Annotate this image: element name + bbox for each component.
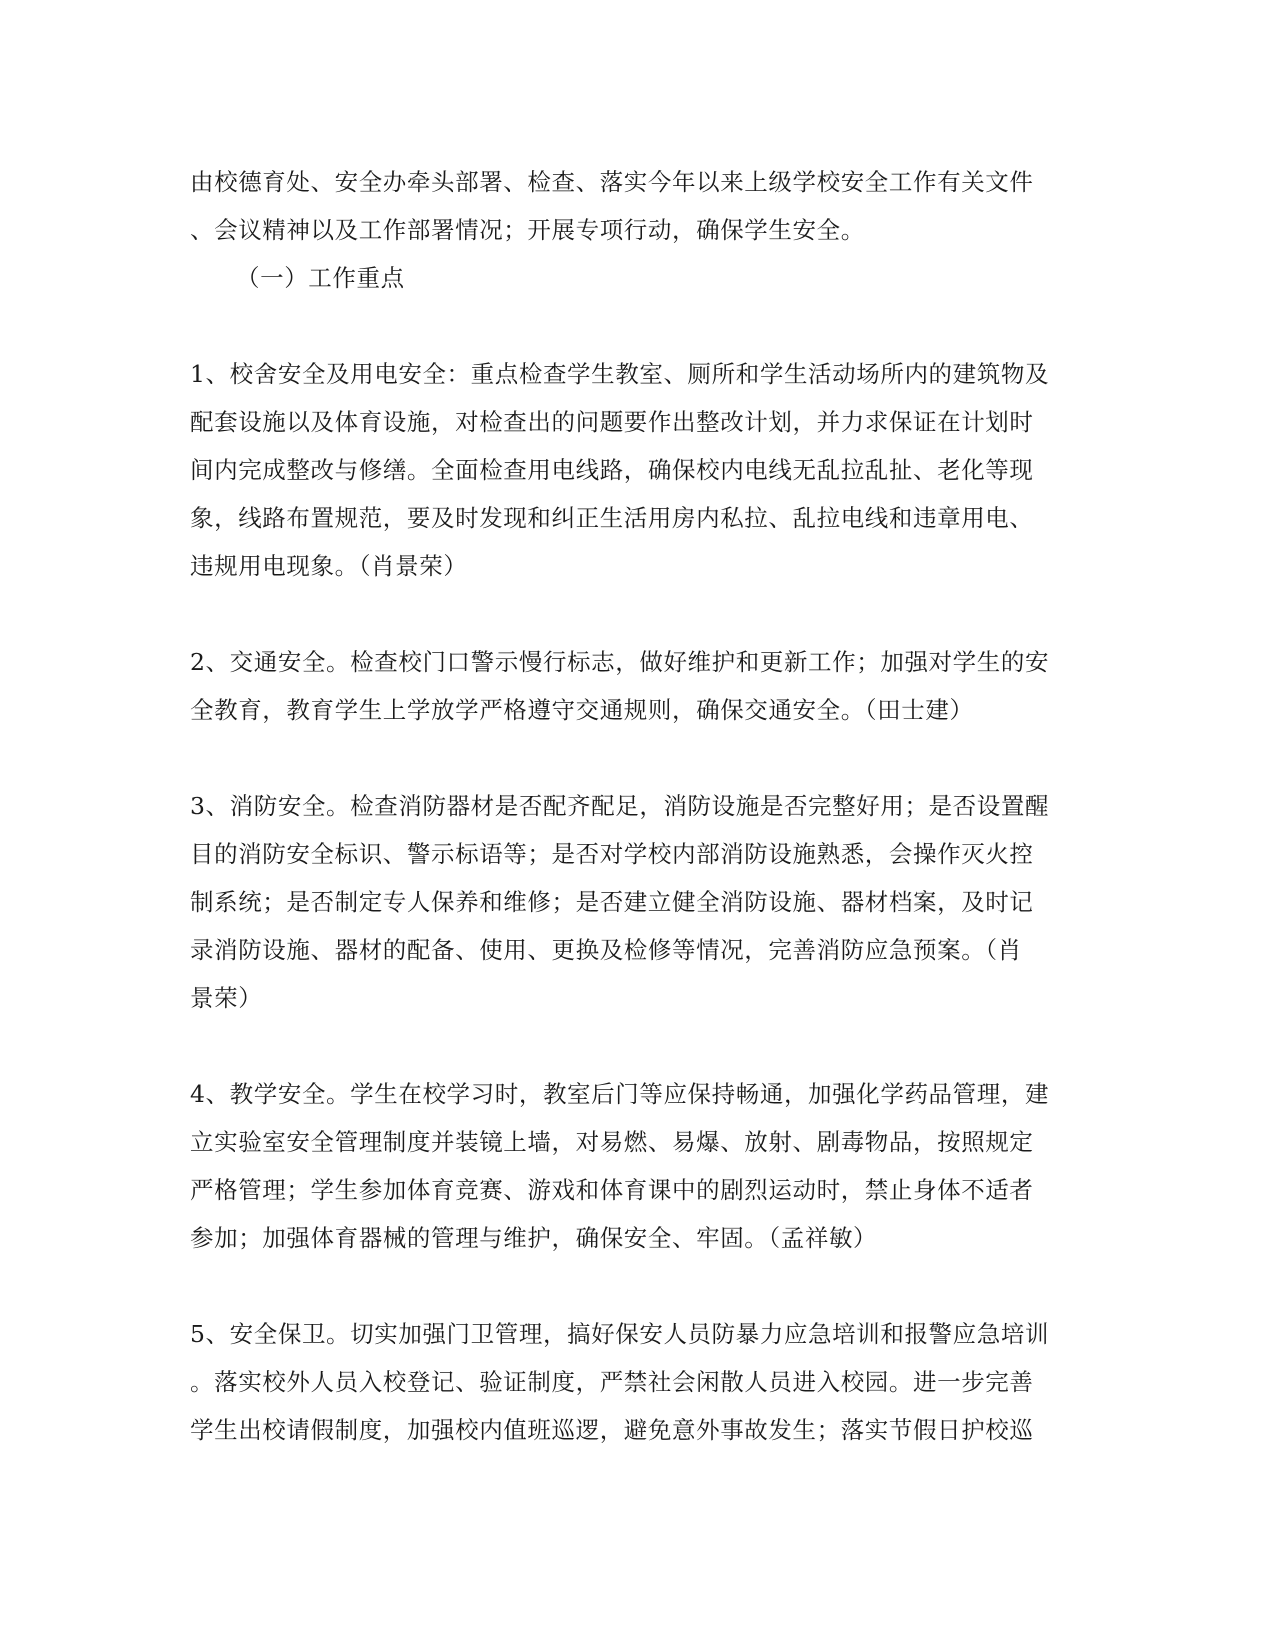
item-line: 制系统；是否制定专人保养和维修；是否建立健全消防设施、器材档案，及时记 (190, 888, 1034, 916)
item-paragraph-5 (190, 1310, 1090, 1454)
item-line: 象，线路布置规范，要及时发现和纠正生活用房内私拉、乱拉电线和违章用电、 (190, 504, 1034, 532)
intro-line: 、会议精神以及工作部署情况；开展专项行动，确保学生安全。 (190, 216, 865, 244)
item-paragraph-2 (190, 638, 1090, 734)
item-paragraph-4 (190, 1070, 1090, 1262)
item-line: 配套设施以及体育设施，对检查出的问题要作出整改计划，并力求保证在计划时 (190, 408, 1034, 436)
intro-paragraph (190, 158, 1090, 254)
item-line: 目的消防安全标识、警示标语等；是否对学校内部消防设施熟悉，会操作灭火控 (190, 840, 1034, 868)
item-line: 严格管理；学生参加体育竞赛、游戏和体育课中的剧烈运动时，禁止身体不适者 (190, 1176, 1034, 1204)
item-line: 5、安全保卫。切实加强门卫管理，搞好保安人员防暴力应急培训和报警应急培训 (190, 1320, 1050, 1348)
section-heading: （一）工作重点 (236, 264, 405, 292)
item-line: 间内完成整改与修缮。全面检查用电线路，确保校内电线无乱拉乱扯、老化等现 (190, 456, 1034, 484)
item-line: 1、校舍安全及用电安全：重点检查学生教室、厕所和学生活动场所内的建筑物及 (190, 360, 1050, 388)
item-line: 全教育，教育学生上学放学严格遵守交通规则，确保交通安全。（田士建） (190, 696, 974, 724)
paragraph-gap (190, 302, 1090, 350)
item-line: 录消防设施、器材的配备、使用、更换及检修等情况，完善消防应急预案。（肖 (190, 936, 1022, 964)
paragraph-gap (190, 590, 1090, 638)
item-line: 景荣） (190, 984, 263, 1012)
paragraph-gap (190, 1262, 1090, 1310)
item-paragraph-3 (190, 782, 1090, 1022)
item-line: 参加；加强体育器械的管理与维护，确保安全、牢固。（孟祥敏） (190, 1224, 878, 1252)
paragraph-gap (190, 1022, 1090, 1070)
paragraph-gap (190, 734, 1090, 782)
item-line: 3、消防安全。检查消防器材是否配齐配足，消防设施是否完整好用；是否设置醒 (190, 792, 1050, 820)
document-body (190, 158, 1090, 1454)
item-line: 立实验室安全管理制度并装镜上墙，对易燃、易爆、放射、剧毒物品，按照规定 (190, 1128, 1034, 1156)
item-line: 学生出校请假制度，加强校内值班巡逻，避免意外事故发生；落实节假日护校巡 (190, 1416, 1034, 1444)
item-line: 违规用电现象。（肖景荣） (190, 552, 468, 580)
intro-line: 由校德育处、安全办牵头部署、检查、落实今年以来上级学校安全工作有关文件 (190, 168, 1034, 196)
item-line: 4、教学安全。学生在校学习时，教室后门等应保持畅通，加强化学药品管理，建 (190, 1080, 1050, 1108)
item-line: 。落实校外人员入校登记、验证制度，严禁社会闲散人员进入校园。进一步完善 (190, 1368, 1034, 1396)
item-paragraph-1 (190, 350, 1090, 590)
item-line: 2、交通安全。检查校门口警示慢行标志，做好维护和更新工作；加强对学生的安 (190, 648, 1050, 676)
